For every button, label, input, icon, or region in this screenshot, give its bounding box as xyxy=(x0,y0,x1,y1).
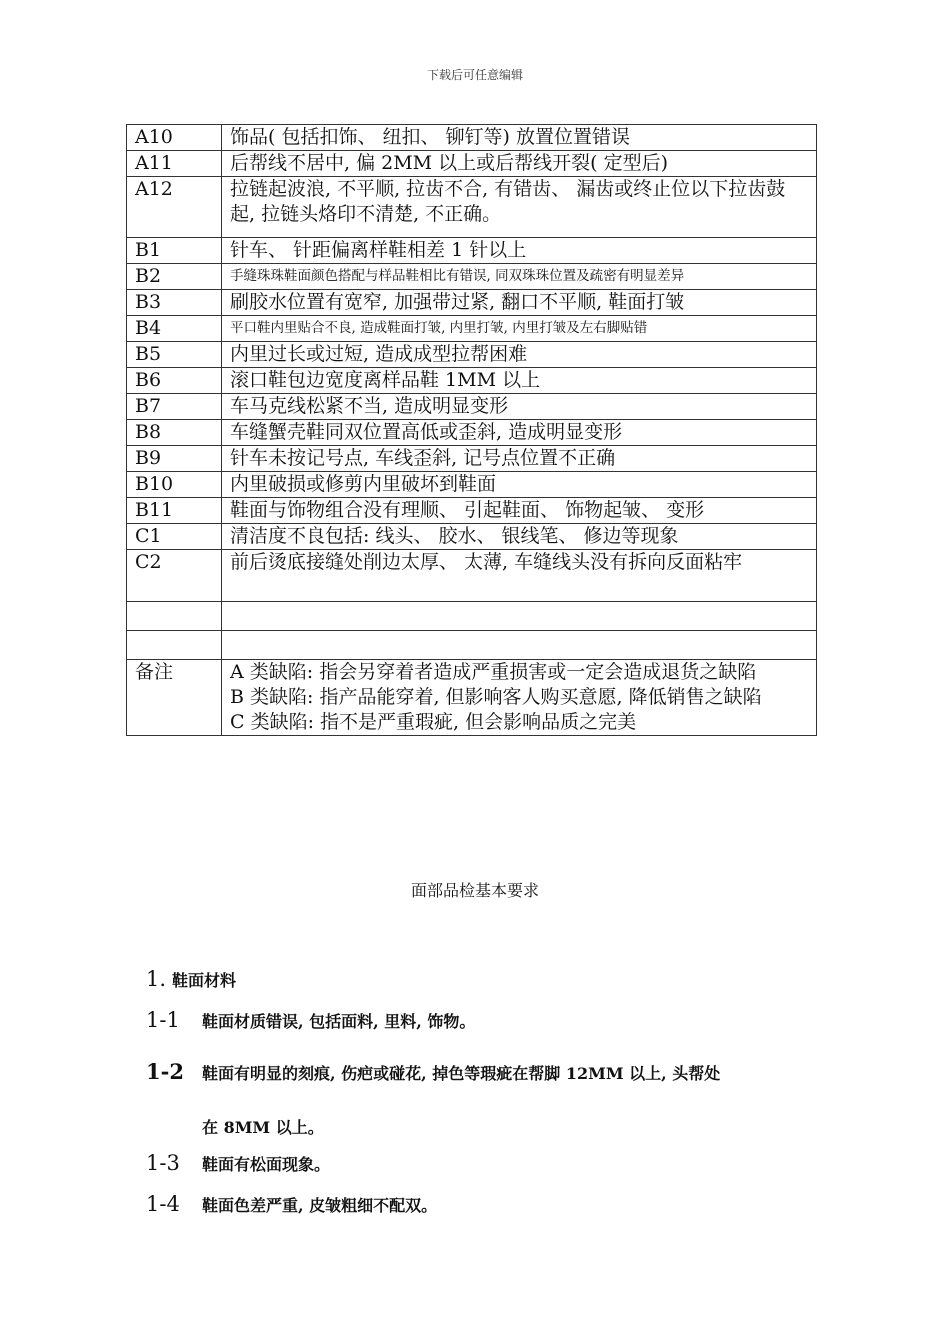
defect-code: A10 xyxy=(127,125,222,151)
table-row xyxy=(127,394,817,420)
defect-desc: 清洁度不良包括: 线头、 胶水、 银线笔、 修边等现象 xyxy=(222,524,817,550)
defect-desc: 后帮线不居中, 偏 2MM 以上或后帮线开裂( 定型后) xyxy=(222,151,817,177)
item-text: 鞋面有松面现象。 xyxy=(202,1155,331,1174)
requirement-item-continuation: 在 8MM 以上。 xyxy=(202,1118,324,1137)
defect-desc: 前后烫底接缝处削边太厚、 太薄, 车缝线头没有拆向反面粘牢 xyxy=(222,550,817,602)
defect-desc: 车缝蟹壳鞋同双位置高低或歪斜, 造成明显变形 xyxy=(222,420,817,446)
defect-code: B8 xyxy=(127,420,222,446)
defect-desc: 车马克线松紧不当, 造成明显变形 xyxy=(222,394,817,420)
table-row xyxy=(127,524,817,550)
defect-desc: 针车未按记号点, 车线歪斜, 记号点位置不正确 xyxy=(222,446,817,472)
note-content xyxy=(222,660,817,736)
defect-code: B4 xyxy=(127,316,222,342)
defect-code: B9 xyxy=(127,446,222,472)
empty-row xyxy=(127,631,817,660)
table-row xyxy=(127,472,817,498)
table-row xyxy=(127,290,817,316)
defect-table xyxy=(126,124,817,736)
defect-desc: 手缝珠珠鞋面颜色搭配与样品鞋相比有错误, 同双珠珠位置及疏密有明显差异 xyxy=(222,264,817,290)
note-b: B 类缺陷: 指产品能穿着, 但影响客人购买意愿, 降低销售之缺陷 xyxy=(230,686,762,708)
item-text: 鞋面有明显的刻痕, 伤疤或碰花, 掉色等瑕疵在帮脚 12MM 以上, 头帮处 xyxy=(202,1064,721,1083)
empty-row xyxy=(127,602,817,631)
table-row xyxy=(127,177,817,238)
defect-code: A11 xyxy=(127,151,222,177)
defect-code: B3 xyxy=(127,290,222,316)
defect-code: A12 xyxy=(127,177,222,238)
defect-code: B6 xyxy=(127,368,222,394)
empty-cell xyxy=(127,631,222,660)
defect-code: B7 xyxy=(127,394,222,420)
notes-row xyxy=(127,660,817,736)
table-row xyxy=(127,368,817,394)
note-label: 备注 xyxy=(127,660,222,736)
table-row xyxy=(127,316,817,342)
defect-code: B10 xyxy=(127,472,222,498)
defect-desc: 内里破损或修剪内里破坏到鞋面 xyxy=(222,472,817,498)
defect-desc: 平口鞋内里贴合不良, 造成鞋面打皱, 内里打皱, 内里打皱及左右脚贴错 xyxy=(222,316,817,342)
section-number: 1. xyxy=(146,967,167,991)
page-header: 下载后可任意编辑 xyxy=(426,68,523,82)
item-number: 1-3 xyxy=(146,1151,180,1175)
table-row xyxy=(127,342,817,368)
defect-code: B2 xyxy=(127,264,222,290)
item-number: 1-1 xyxy=(146,1008,180,1032)
requirement-section xyxy=(146,967,236,991)
table-row xyxy=(127,125,817,151)
note-c: C 类缺陷: 指不是严重瑕疵, 但会影响品质之完美 xyxy=(230,711,637,733)
defect-desc: 拉链起波浪, 不平顺, 拉齿不合, 有错齿、 漏齿或终止位以下拉齿鼓起, 拉链头烙印不清楚, 不正确。 xyxy=(222,177,817,238)
defect-code: B11 xyxy=(127,498,222,524)
requirement-item xyxy=(146,1151,330,1175)
table-row xyxy=(127,264,817,290)
defect-desc: 鞋面与饰物组合没有理顺、 引起鞋面、 饰物起皱、 变形 xyxy=(222,498,817,524)
item-number: 1-4 xyxy=(146,1192,180,1216)
defect-desc: 刷胶水位置有宽窄, 加强带过紧, 翻口不平顺, 鞋面打皱 xyxy=(222,290,817,316)
defect-desc: 内里过长或过短, 造成成型拉帮困难 xyxy=(222,342,817,368)
table-row xyxy=(127,151,817,177)
defect-code: C2 xyxy=(127,550,222,602)
section-title: 面部品检基本要求 xyxy=(410,881,539,900)
defect-code: B1 xyxy=(127,238,222,264)
empty-cell xyxy=(222,602,817,631)
item-text: 鞋面材质错误, 包括面料, 里料, 饰物。 xyxy=(202,1012,476,1031)
defect-code: B5 xyxy=(127,342,222,368)
requirement-item xyxy=(146,1008,475,1032)
section-heading: 鞋面材料 xyxy=(172,971,237,990)
table-row xyxy=(127,446,817,472)
empty-cell xyxy=(222,631,817,660)
requirement-item xyxy=(146,1192,437,1216)
defect-code: C1 xyxy=(127,524,222,550)
table-row xyxy=(127,498,817,524)
defect-desc: 针车、 针距偏离样鞋相差 1 针以上 xyxy=(222,238,817,264)
requirement-item xyxy=(146,1059,720,1084)
item-number: 1-2 xyxy=(146,1059,184,1084)
defect-desc: 滚口鞋包边宽度离样品鞋 1MM 以上 xyxy=(222,368,817,394)
table-row xyxy=(127,420,817,446)
note-a: A 类缺陷: 指会另穿着者造成严重损害或一定会造成退货之缺陷 xyxy=(230,661,757,683)
defect-desc: 饰品( 包括扣饰、 纽扣、 铆钉等) 放置位置错误 xyxy=(222,125,817,151)
empty-cell xyxy=(127,602,222,631)
item-text: 鞋面色差严重, 皮皱粗细不配双。 xyxy=(202,1196,438,1215)
table-row xyxy=(127,550,817,602)
table-row xyxy=(127,238,817,264)
